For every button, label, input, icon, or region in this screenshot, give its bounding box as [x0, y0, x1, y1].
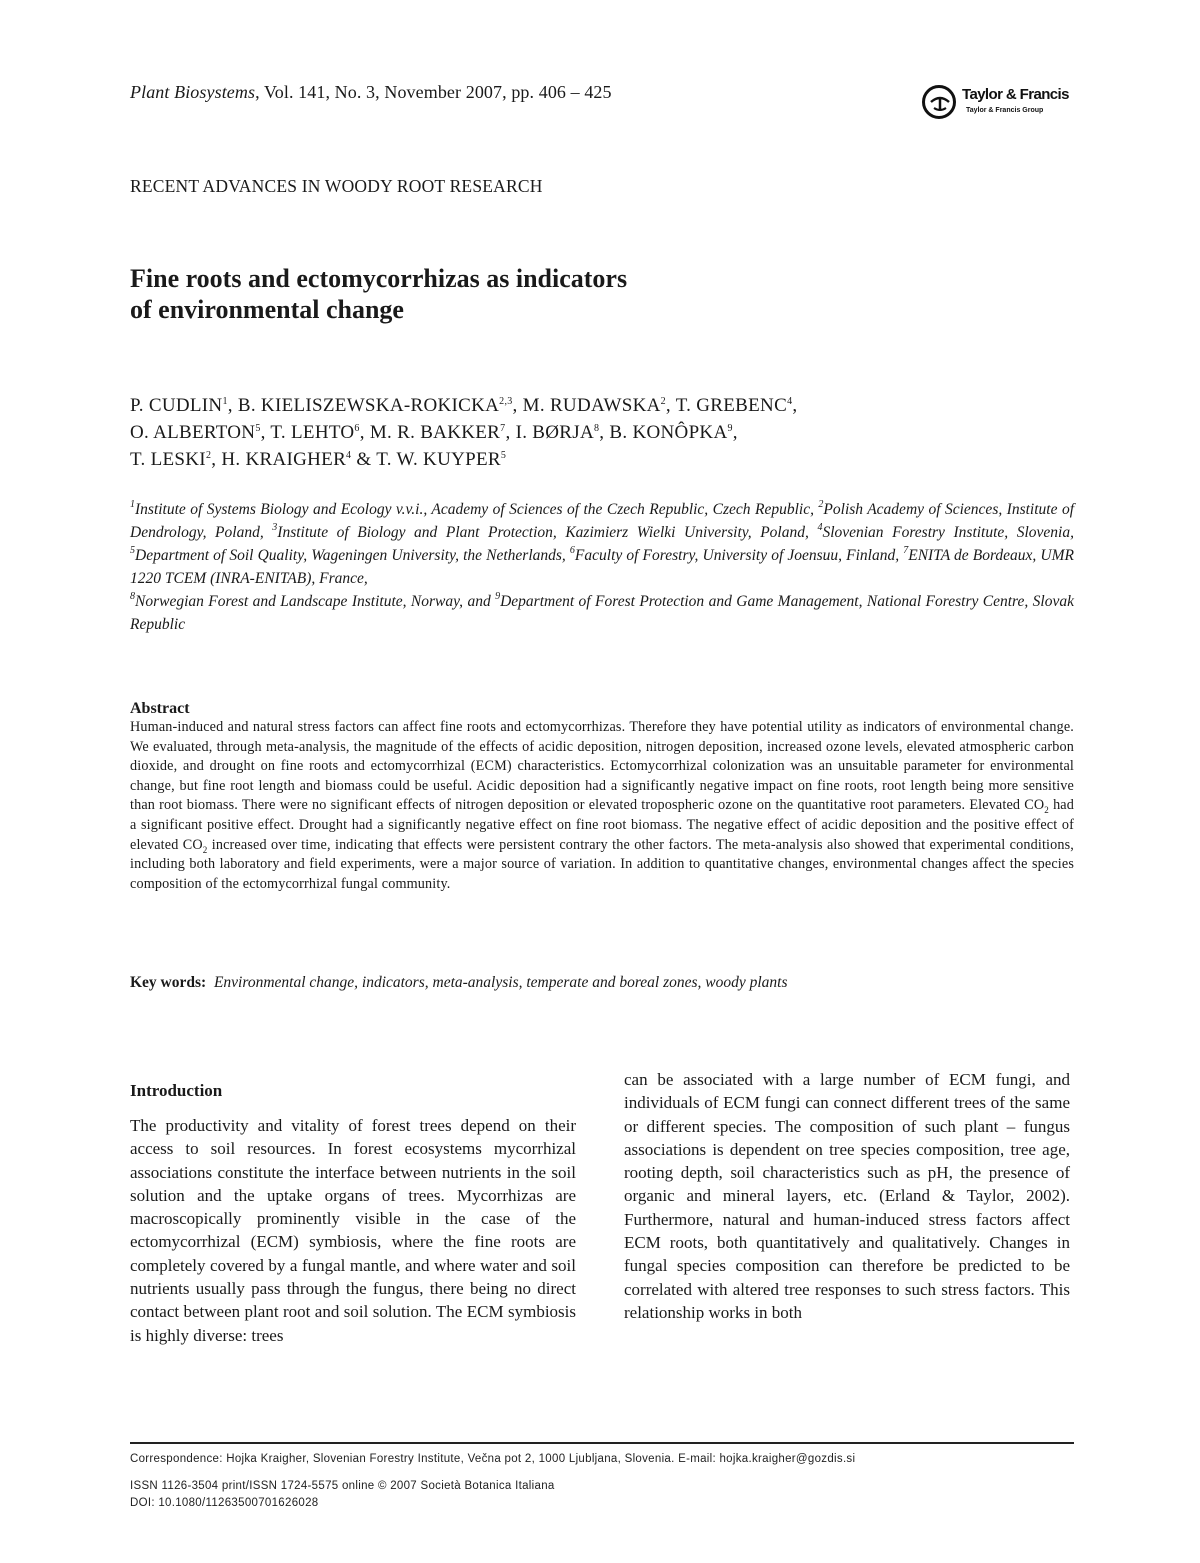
- affiliation-marker: 9: [495, 591, 501, 602]
- author-separator: ,: [505, 422, 516, 443]
- title-line-2: of environmental change: [130, 295, 404, 324]
- author-affil-marker: 2: [205, 450, 212, 461]
- affiliation-marker: 6: [569, 545, 575, 556]
- abstract-heading: Abstract: [130, 700, 190, 717]
- introduction-heading: Introduction: [130, 1081, 223, 1100]
- paper-title: [130, 263, 930, 325]
- abstract-text: increased over time, indicating that effects were persistent contrary the other factors. The meta-analysis also showed that experimental conditions, including both laboratory and field experiments, were a major source of variation. In addition to quantitative changes, environmental changes affect the species composition of the ectomycorrhizal fungal community.: [130, 836, 1074, 892]
- affiliation-marker: 8: [130, 591, 135, 602]
- author-separator: ,: [211, 449, 222, 470]
- author-affil-marker: 1: [222, 396, 228, 407]
- author-name: H. KRAIGHER: [221, 449, 347, 470]
- publisher-logo-text: Taylor & Francis: [962, 86, 1069, 103]
- author-affil-marker: 6: [354, 423, 360, 434]
- author-list: [130, 392, 1080, 473]
- citation-details: , Vol. 141, No. 3, November 2007, pp. 406 – 425: [255, 82, 612, 102]
- author-separator: ,: [260, 422, 271, 443]
- affiliation-marker: 5: [130, 545, 135, 556]
- affiliation-text: Institute of Systems Biology and Ecology v.v.i., Academy of Sciences of the Czech Republic, Czech Republic,: [135, 501, 819, 518]
- author-name: T. GREBENC: [675, 395, 788, 416]
- affiliation-marker: 7: [903, 545, 909, 556]
- affiliations: [130, 498, 1074, 636]
- affiliation-text: Faculty of Forestry, University of Joensuu, Finland,: [574, 547, 904, 564]
- publisher-logo-icon: [922, 85, 956, 119]
- abstract-subscript: 2: [1044, 805, 1049, 816]
- abstract-subscript: 2: [202, 844, 208, 855]
- author-separator: ,: [599, 422, 610, 443]
- affiliation-text: Polish Academy of Sciences, Institute of Dendrology, Poland,: [130, 501, 1074, 541]
- author-name: T. LESKI: [130, 449, 206, 470]
- author-name: P. CUDLIN: [130, 395, 223, 416]
- author-separator: ,: [665, 395, 676, 416]
- affiliation-text: Department of Forest Protection and Game Management, National Forestry Centre, Slovak Republic: [130, 593, 1074, 633]
- introduction-left-column: The productivity and vitality of forest trees depend on their access to soil resources. In forest ecosystems mycorrhizal associations constitute the interface between nutrients in the soil solution and the uptake organs of trees. Mycorrhizas are macroscopically prominently visible in the case of the ectomycorrhizal (ECM) symbiosis, where the fine roots are completely covered by a fungal mantle, and where water and soil nutrients usually pass through the fungus, there being no direct contact between plant root and soil solution. The ECM symbiosis is highly diverse: trees: [130, 1116, 576, 1345]
- author-name: B. KIELISZEWSKA-ROKICKA: [237, 395, 500, 416]
- author-separator: ,: [512, 395, 523, 416]
- keywords-text: Environmental change, indicators, meta-analysis, temperate and boreal zones, woody plants: [213, 974, 788, 991]
- keywords: [130, 974, 1074, 992]
- correspondence-note: Correspondence: Hojka Kraigher, Slovenian Forestry Institute, Večna pot 2, 1000 Ljubljana, Slovenia. E-mail: hojka.kraigher@gozdis.si: [130, 1453, 856, 1465]
- footer-divider: [130, 1442, 1074, 1444]
- author-name: M. R. BAKKER: [369, 422, 501, 443]
- publisher-logo-subtext: Taylor & Francis Group: [966, 107, 1044, 114]
- author-affil-marker: 8: [593, 423, 600, 434]
- author-name: B. KONÔPKA: [609, 422, 728, 443]
- keywords-label: Key words:: [130, 974, 207, 991]
- author-affil-marker: 4: [346, 450, 352, 461]
- author-name: I. BØRJA: [515, 422, 594, 443]
- author-name: T. LEHTO: [270, 422, 355, 443]
- introduction-right-column: can be associated with a large number of ECM fungi, and individuals of ECM fungi can connect different trees of the same or different species. The composition of such plant – fungus associations is dependent on tree species composition, tree age, rooting depth, soil characteristics such as pH, the presence of organic and mineral layers, etc. (Erland & Taylor, 2002). Furthermore, natural and human-induced stress factors affect ECM roots, both quantitatively and qualitatively. Changes in fungal species composition can therefore be predicted to be correlated with altered tree responses to such stress factors. This relationship works in both: [624, 1070, 1070, 1322]
- affiliation-marker: 3: [272, 522, 278, 533]
- affiliation-text: Department of Soil Quality, Wageningen University, the Netherlands,: [135, 547, 570, 564]
- author-affil-marker: 9: [727, 423, 733, 434]
- doi-line: DOI: 10.1080/11263500701626028: [130, 1497, 319, 1509]
- affiliation-text: Slovenian Forestry Institute, Slovenia,: [822, 524, 1074, 541]
- title-line-1: Fine roots and ectomycorrhizas as indicators: [130, 264, 628, 293]
- affiliation-marker: 4: [817, 522, 823, 533]
- author-affil-marker: 7: [500, 423, 506, 434]
- journal-citation: [130, 82, 612, 103]
- author-affil-marker: 4: [787, 396, 793, 407]
- publisher-logo: [922, 83, 1082, 123]
- affiliation-marker: 1: [130, 499, 135, 510]
- author-affil-marker: 5: [500, 450, 507, 461]
- abstract-text: had a significant positive effect. Drought had a significantly negative effect on fine root biomass. The negative effect of acidic deposition and the positive effect of elevated CO: [130, 797, 1074, 853]
- affiliation-text: ENITA de Bordeaux, UMR 1220 TCEM (INRA-ENITAB), France,: [130, 547, 1075, 587]
- author-name: O. ALBERTON: [130, 422, 256, 443]
- author-separator: &: [351, 449, 377, 470]
- issn-line: ISSN 1126-3504 print/ISSN 1724-5575 online © 2007 Società Botanica Italiana: [130, 1480, 555, 1492]
- journal-name: Plant Biosystems: [130, 82, 256, 102]
- abstract-body: [130, 718, 1074, 894]
- author-separator: ,: [359, 422, 370, 443]
- abstract-text: Human-induced and natural stress factors can affect fine roots and ectomycorrhizas. Therefore they have potential utility as indicators of environmental change. We evaluated, through meta-analysis, the magnitude of the effects of acidic deposition, nitrogen deposition, increased ozone levels, elevated atmospheric carbon dioxide, and drought on fine roots and ectomycorrhizal (ECM) characteristics. Ectomycorrhizal colonization was an unsuitable parameter for environmental change, but fine root length and biomass could be useful. Acidic deposition had a significantly negative impact on fine roots, root length being more sensitive than root biomass. There were no significant effects of nitrogen deposition or elevated tropospheric ozone on the quantitative root parameters. Elevated CO: [130, 719, 1074, 814]
- section-heading: RECENT ADVANCES IN WOODY ROOT RESEARCH: [130, 176, 543, 196]
- author-affil-marker: 2,3: [499, 396, 513, 407]
- author-affil-marker: 5: [255, 423, 261, 434]
- author-separator: ,: [732, 422, 738, 443]
- author-affil-marker: 2: [660, 396, 666, 407]
- affiliation-marker: 2: [818, 499, 824, 510]
- author-separator: ,: [792, 395, 798, 416]
- author-name: M. RUDAWSKA: [522, 395, 661, 416]
- affiliation-text: Norwegian Forest and Landscape Institute, Norway, and: [135, 593, 496, 610]
- author-separator: ,: [227, 395, 238, 416]
- author-name: T. W. KUYPER: [376, 449, 501, 470]
- affiliation-text: Institute of Biology and Plant Protection, Kazimierz Wielki University, Poland,: [277, 524, 818, 541]
